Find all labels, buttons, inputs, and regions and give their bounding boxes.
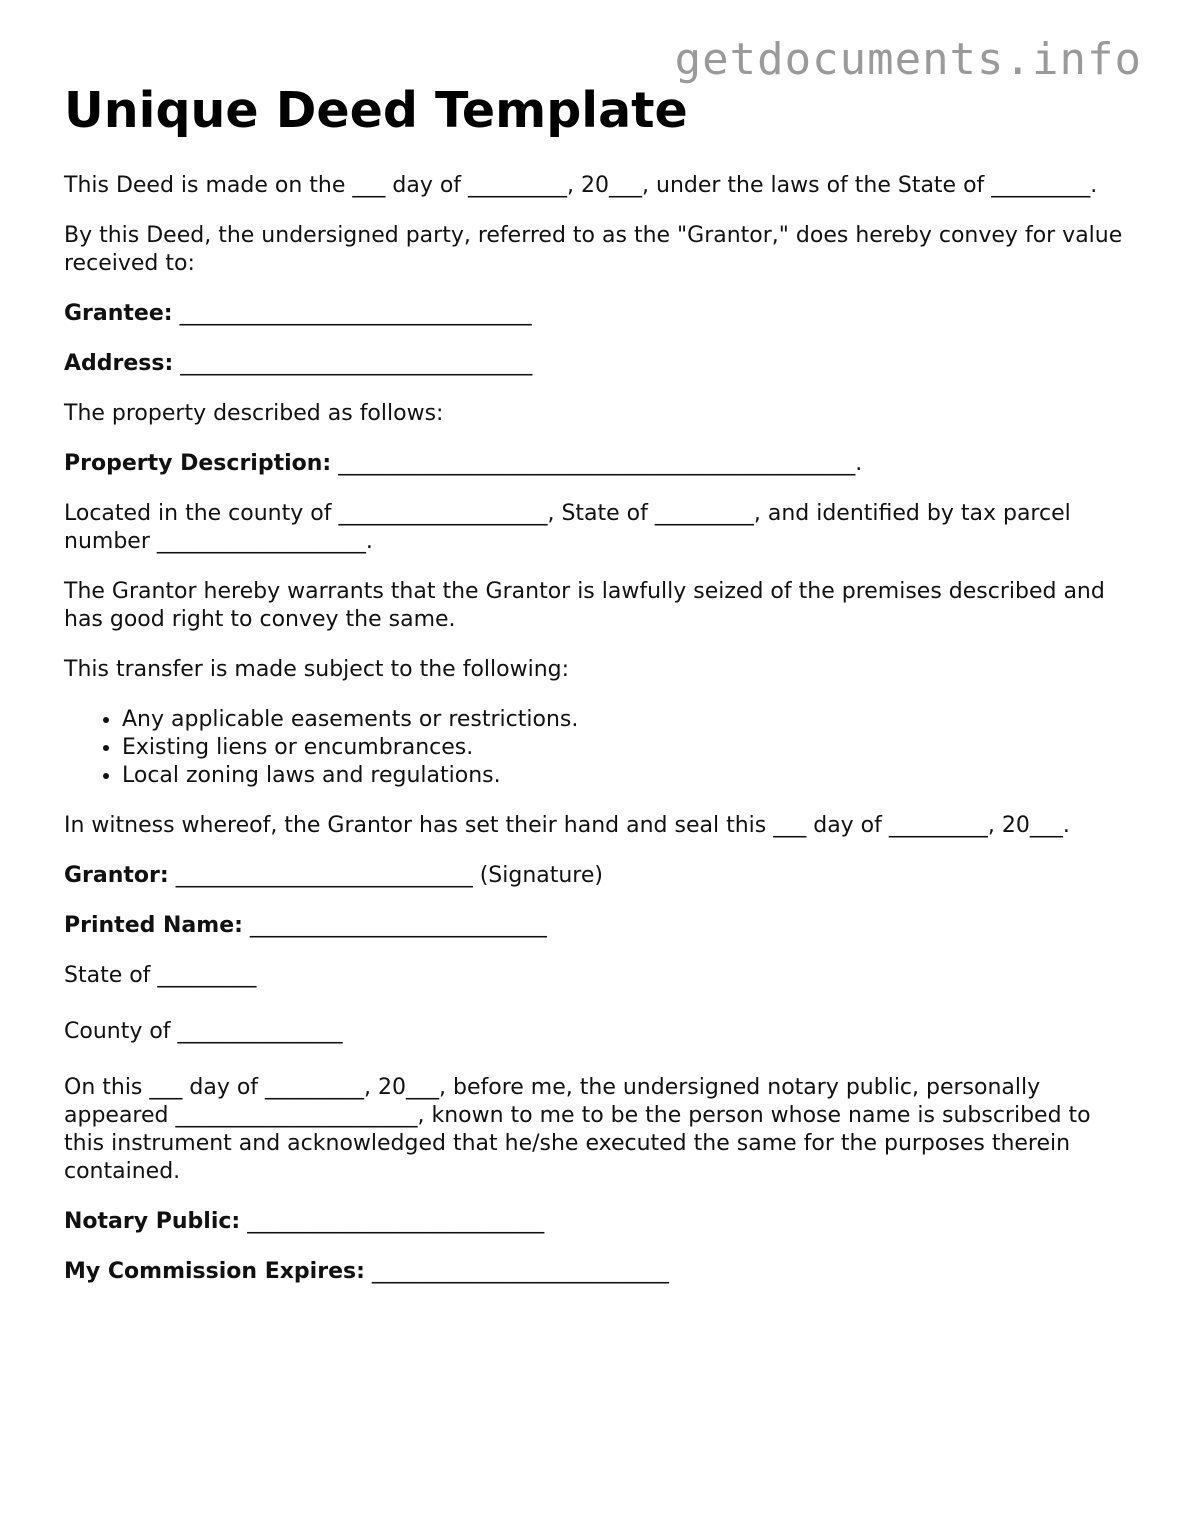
grantor-label: Grantor: — [64, 862, 169, 888]
grantee-label: Grantee: — [64, 300, 173, 326]
printed-name-field — [64, 912, 1124, 940]
warranty-paragraph: The Grantor hereby warrants that the Grantor is lawfully seized of the premises described and has good right to convey the same. — [64, 578, 1105, 632]
property-description-field — [64, 450, 1124, 478]
address-field — [64, 350, 1124, 378]
grantee-blank: ________________________________ — [172, 300, 532, 326]
state-of-field: State of _________ — [64, 962, 257, 988]
page-title: Unique Deed Template — [64, 82, 688, 139]
intro-paragraph: This Deed is made on the ___ day of _________, 20___, under the laws of the State of _________. — [64, 172, 1098, 198]
deed-document — [64, 84, 1124, 1308]
subject-intro: This transfer is made subject to the following: — [64, 656, 570, 682]
location-paragraph: Located in the county of ___________________, State of _________, and identified by tax parcel number ___________________. — [64, 500, 1071, 554]
notary-public-blank: ___________________________ — [240, 1208, 545, 1234]
address-label: Address: — [64, 350, 174, 376]
notary-public-field — [64, 1208, 1124, 1236]
list-item: • Any applicable easements or restrictions. — [122, 706, 1124, 734]
address-blank: ________________________________ — [173, 350, 533, 376]
grantee-field — [64, 300, 1124, 328]
watermark: getdocuments.info — [674, 34, 1142, 85]
property-intro: The property described as follows: — [64, 400, 444, 426]
printed-name-blank: ___________________________ — [242, 912, 547, 938]
property-description-blank: _______________________________________________. — [331, 450, 863, 476]
printed-name-label: Printed Name: — [64, 912, 243, 938]
witness-paragraph: In witness whereof, the Grantor has set their hand and seal this ___ day of _________, 20___. — [64, 812, 1070, 838]
notary-public-label: Notary Public: — [64, 1208, 241, 1234]
conveyance-paragraph: By this Deed, the undersigned party, referred to as the "Grantor," does hereby convey for value received to: — [64, 222, 1123, 276]
grantor-field — [64, 862, 1124, 890]
notary-paragraph: On this ___ day of _________, 20___, before me, the undersigned notary public, personally appeared ______________________, known to me to be the person whose name is subscribed to this instrument and acknowledged that he/she executed the same for the purposes therein contained. — [64, 1074, 1091, 1184]
property-description-label: Property Description: — [64, 450, 332, 476]
list-item: • Existing liens or encumbrances. — [122, 734, 1124, 762]
conditions-list — [64, 706, 1124, 790]
county-of-field: County of _______________ — [64, 1018, 343, 1044]
grantor-blank: ___________________________ (Signature) — [168, 862, 603, 888]
commission-expires-field — [64, 1258, 1124, 1286]
commission-expires-blank: ___________________________ — [364, 1258, 669, 1284]
list-item: • Local zoning laws and regulations. — [122, 762, 1124, 790]
commission-expires-label: My Commission Expires: — [64, 1258, 365, 1284]
